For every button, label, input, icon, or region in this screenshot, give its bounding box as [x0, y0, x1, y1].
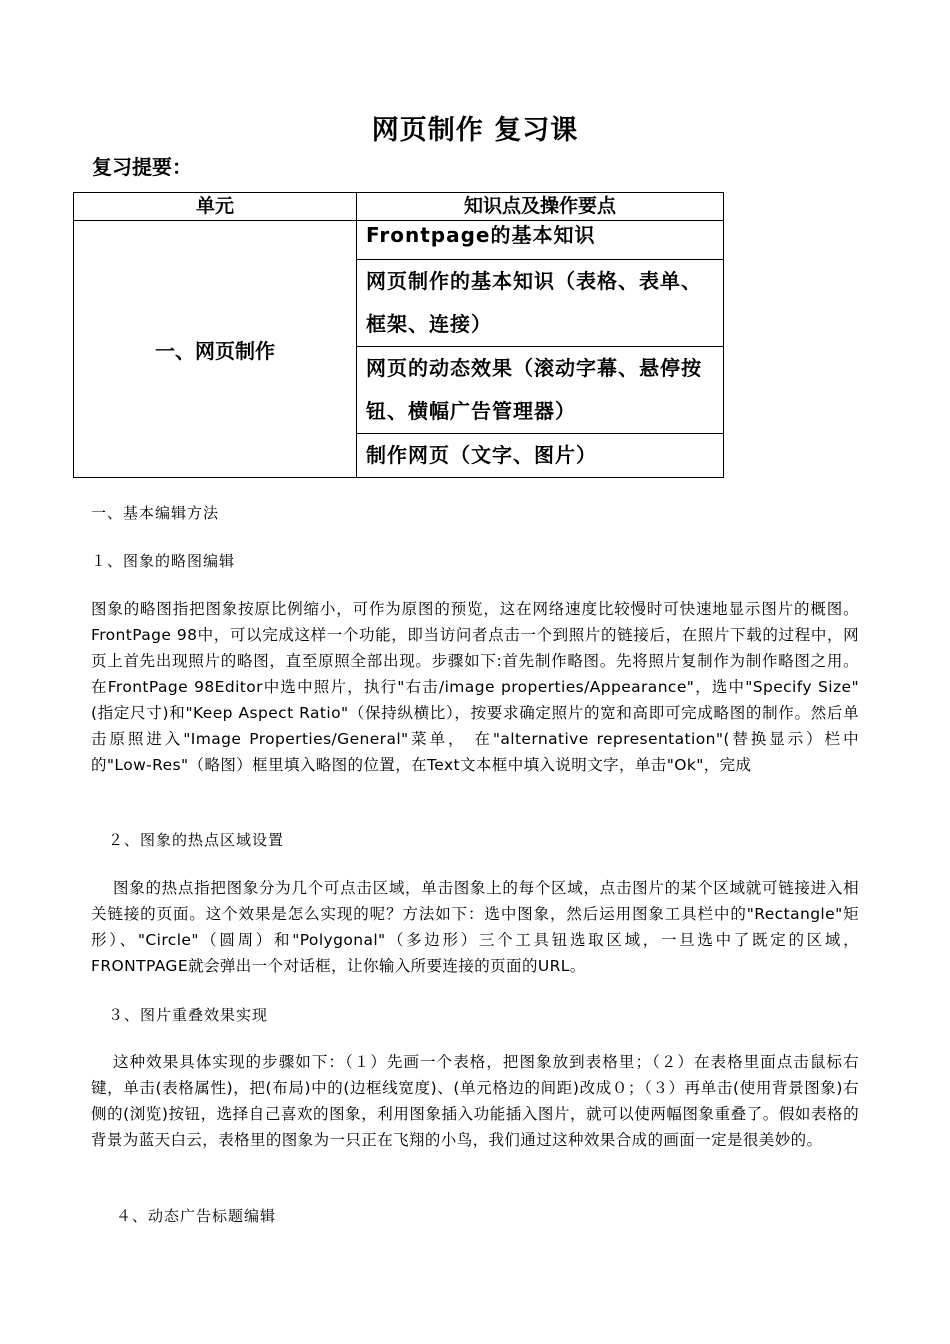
- knowledge-point: 网页制作的基本知识（表格、表单、框架、连接）: [357, 260, 724, 347]
- section-paragraph: 图象的略图指把图象按原比例缩小，可作为原图的预览，这在网络速度比较慢时可快速地显示图片的概图。FrontPage 98中，可以完成这样一个功能，即当访问者点击一个到照片的链接后，在照片下载的过程中，网页上首先出现照片的略图，直至原照全部出现。步骤如下:首先制作略图。先将照片复制作为制作略图之用。在FrontPage 98Editor中选中照片，执行"右击/image properties/Appearance"，选中"Specify Size"(指定尺寸)和"Keep Aspect Ratio"（保持纵横比），按要求确定照片的宽和高即可完成略图的制作。然后单击原照进入"Image Properties/General"菜单， 在"alternative representation"(替换显示）栏中的"Low-Res"（略图）框里填入略图的位置，在Text文本框中填入说明文字，单击"Ok"，完成: [91, 600, 859, 774]
- knowledge-point: 制作网页（文字、图片）: [357, 434, 724, 478]
- section-heading: １、图象的略图编辑: [91, 552, 236, 570]
- section-paragraph: 图象的热点指把图象分为几个可点击区域，单击图象上的每个区域，点击图片的某个区域就可链接进入相关链接的页面。这个效果是怎么实现的呢？方法如下：选中图象，然后运用图象工具栏中的"Rectangle"矩形）、"Circle"（圆周）和"Polygonal"（多边形）三个工具钮选取区域，一旦选中了既定的区域，FRONTPAGE就会弹出一个对话框，让你输入所要连接的页面的URL。: [91, 879, 859, 975]
- knowledge-table: [73, 192, 724, 478]
- review-outline-heading: 复习提要：: [92, 155, 192, 179]
- header-unit: 单元: [74, 193, 357, 221]
- section-heading: ４、动态广告标题编辑: [116, 1207, 277, 1225]
- unit-name: 一、网页制作: [74, 221, 357, 478]
- table-header-row: [74, 193, 724, 221]
- section-heading: ３、图片重叠效果实现: [108, 1006, 269, 1024]
- table-row: [74, 221, 724, 260]
- section-heading: ２、图象的热点区域设置: [108, 831, 285, 849]
- knowledge-point: 网页的动态效果（滚动字幕、悬停按钮、横幅广告管理器）: [357, 347, 724, 434]
- section-paragraph: 这种效果具体实现的步骤如下：（１）先画一个表格，把图象放到表格里；（２）在表格里面点击鼠标右键，单击(表格属性)，把(布局)中的(边框线宽度)、(单元格边的间距)改成０；（３）再单击(使用背景图象)右侧的(浏览)按钮，选择自己喜欢的图象，利用图象插入功能插入图片，就可以使两幅图象重叠了。假如表格的背景为蓝天白云，表格里的图象为一只正在飞翔的小鸟，我们通过这种效果合成的画面一定是很美妙的。: [91, 1053, 859, 1149]
- knowledge-point: Frontpage的基本知识: [357, 221, 724, 260]
- page-title: 网页制作 复习课: [371, 115, 579, 146]
- section-heading: 一、基本编辑方法: [91, 504, 220, 522]
- header-knowledge-points: 知识点及操作要点: [357, 193, 724, 221]
